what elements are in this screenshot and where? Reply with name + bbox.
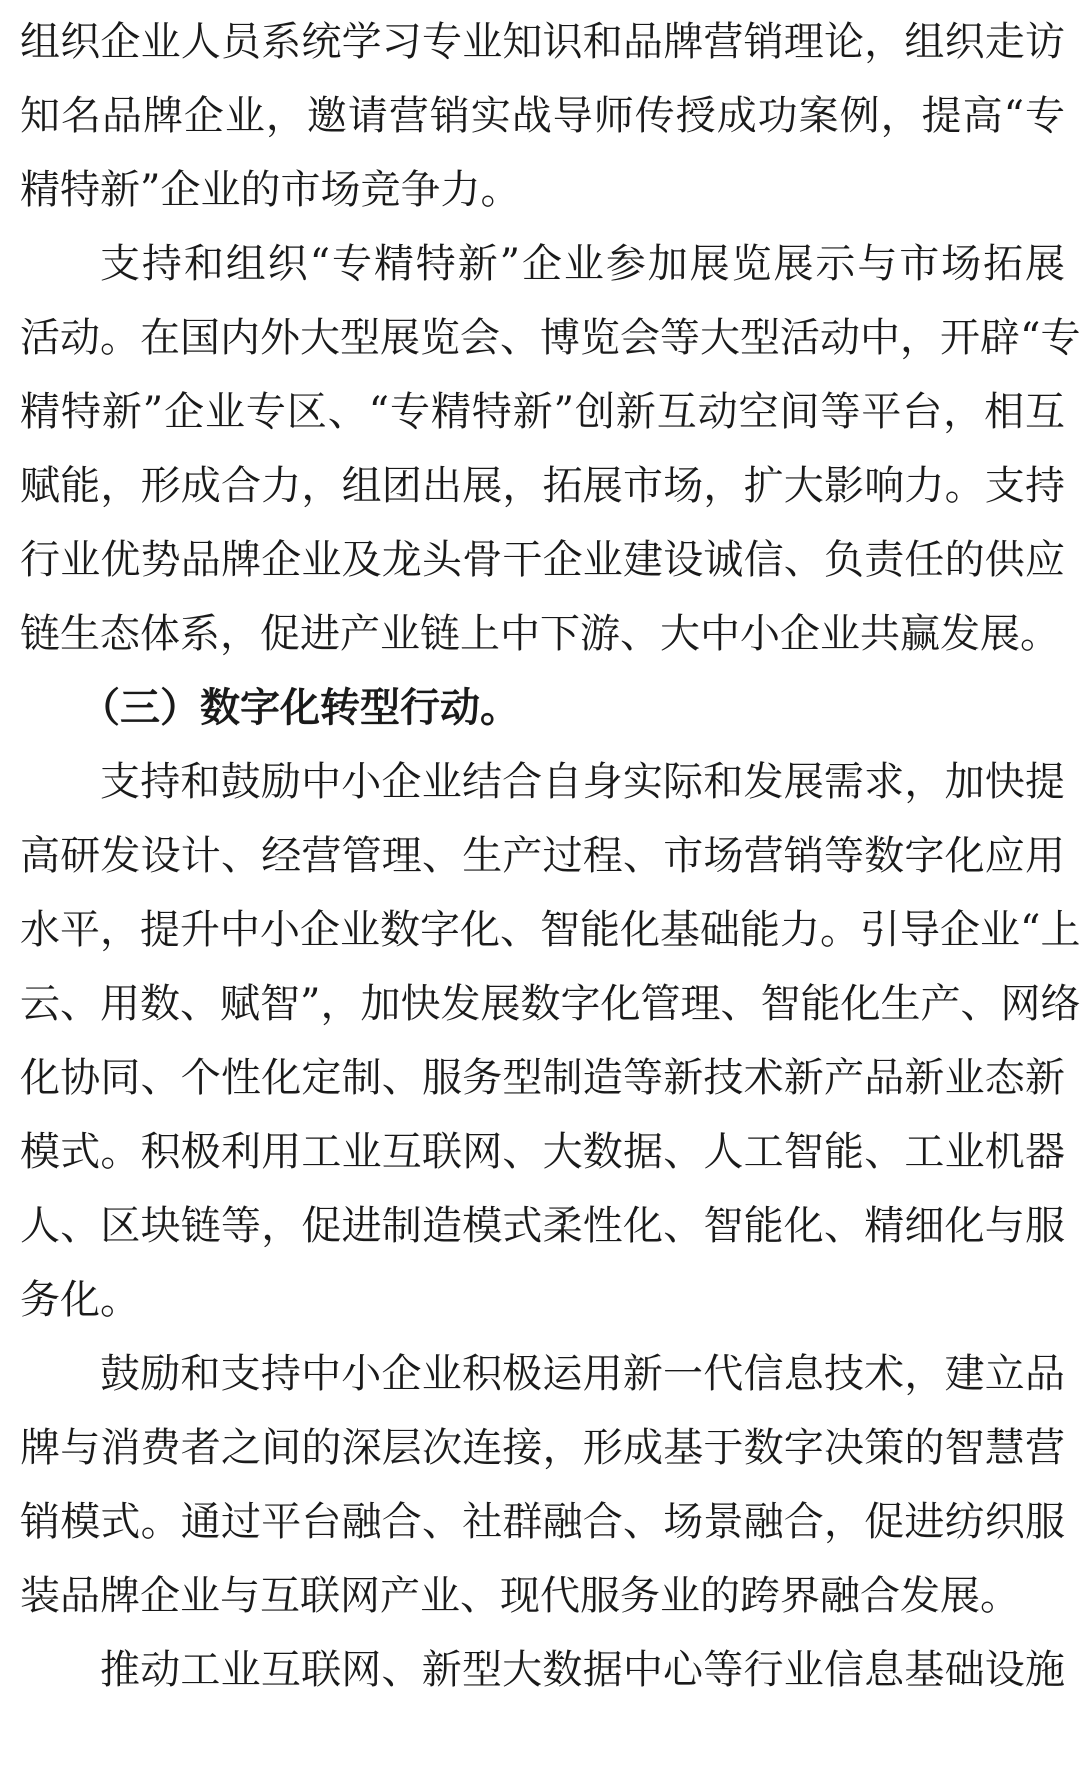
text-line: 行业优势品牌企业及龙头骨干企业建设诚信、负责任的供应 [20, 537, 1065, 583]
text-line: 组织企业人员系统学习专业知识和品牌营销理论，组织走访 [20, 19, 1065, 65]
text-line: 模式。积极利用工业互联网、大数据、人工智能、工业机器 [20, 1129, 1065, 1175]
paragraph-first-line: 支持和鼓励中小企业结合自身实际和发展需求，加快提 [100, 759, 1065, 805]
text-line: 化协同、个性化定制、服务型制造等新技术新产品新业态新 [20, 1055, 1065, 1101]
text-line: 链生态体系，促进产业链上中下游、大中小企业共赢发展。 [20, 611, 1060, 657]
paragraph-first-line: 鼓励和支持中小企业积极运用新一代信息技术，建立品 [100, 1351, 1065, 1397]
paragraph-first-line: 推动工业互联网、新型大数据中心等行业信息基础设施 [100, 1647, 1065, 1693]
paragraph-first-line: 支持和组织“专精特新”企业参加展览展示与市场拓展 [100, 241, 1065, 287]
section-heading: （三）数字化转型行动。 [80, 685, 520, 731]
text-line: 高研发设计、经营管理、生产过程、市场营销等数字化应用 [20, 833, 1065, 879]
text-line: 活动。在国内外大型展览会、博览会等大型活动中，开辟“专 [20, 315, 1080, 361]
text-line: 牌与消费者之间的深层次连接，形成基于数字决策的智慧营 [20, 1425, 1065, 1471]
text-line: 云、用数、赋智”，加快发展数字化管理、智能化生产、网络 [20, 981, 1080, 1027]
text-line: 务化。 [20, 1277, 140, 1323]
text-line: 知名品牌企业，邀请营销实战导师传授成功案例，提高“专 [20, 93, 1065, 139]
text-line: 水平，提升中小企业数字化、智能化基础能力。引导企业“上 [20, 907, 1080, 953]
text-line: 销模式。通过平台融合、社群融合、场景融合，促进纺织服 [20, 1499, 1065, 1545]
text-line: 精特新”企业专区、“专精特新”创新互动空间等平台，相互 [20, 389, 1065, 435]
text-line: 赋能，形成合力，组团出展，拓展市场，扩大影响力。支持 [20, 463, 1065, 509]
text-line: 装品牌企业与互联网产业、现代服务业的跨界融合发展。 [20, 1573, 1020, 1619]
text-line: 人、区块链等，促进制造模式柔性化、智能化、精细化与服 [20, 1203, 1065, 1249]
text-line: 精特新”企业的市场竞争力。 [20, 167, 521, 213]
